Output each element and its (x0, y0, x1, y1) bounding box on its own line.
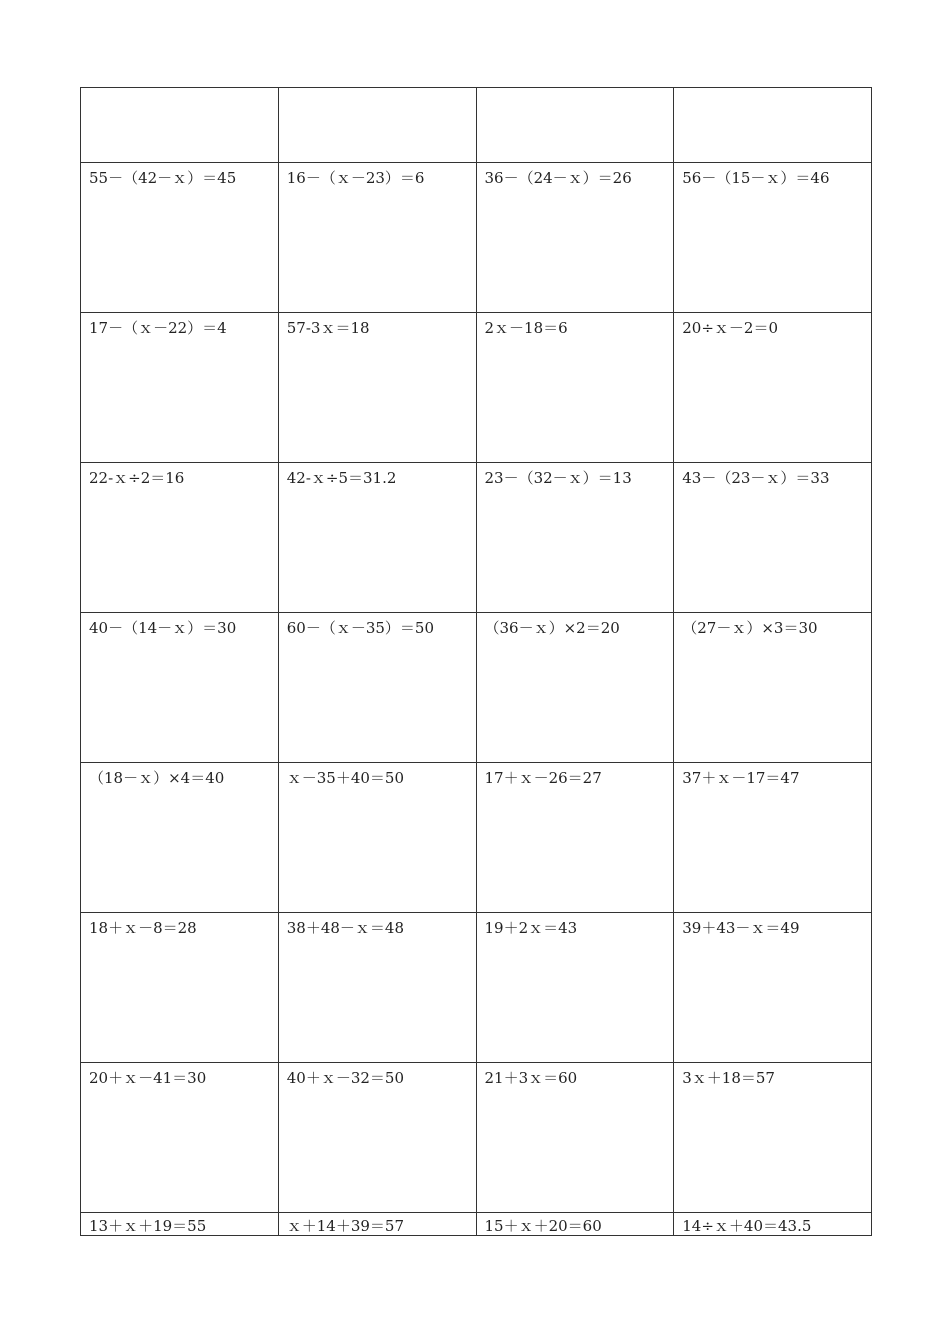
equation-cell: 20÷ｘ－2＝0 (674, 313, 872, 463)
equation-cell: 55－（42－ｘ）＝45 (81, 163, 279, 313)
equation-worksheet-table (80, 87, 872, 1236)
equation-cell: 21＋3ｘ＝60 (476, 1063, 674, 1213)
equation-cell: 36－（24－ｘ）＝26 (476, 163, 674, 313)
equation-cell (476, 88, 674, 163)
equation-cell: 17－（ｘ－22）＝4 (81, 313, 279, 463)
equation-cell: 42-ｘ÷5＝31.2 (278, 463, 476, 613)
equation-cell: 18＋ｘ－8＝28 (81, 913, 279, 1063)
equation-cell (81, 88, 279, 163)
equation-cell: ｘ＋14＋39＝57 (278, 1213, 476, 1236)
equation-cell (278, 88, 476, 163)
equation-cell: 20＋ｘ－41＝30 (81, 1063, 279, 1213)
equation-cell: 40－（14－ｘ）＝30 (81, 613, 279, 763)
equation-cell: 43－（23－ｘ）＝33 (674, 463, 872, 613)
equation-cell: 57-3ｘ＝18 (278, 313, 476, 463)
equation-cell: 15＋ｘ＋20＝60 (476, 1213, 674, 1236)
table-row (81, 163, 872, 313)
equation-cell: 39＋43－ｘ＝49 (674, 913, 872, 1063)
table-row (81, 1063, 872, 1213)
equation-cell: 38＋48－ｘ＝48 (278, 913, 476, 1063)
equation-cell: 23－（32－ｘ）＝13 (476, 463, 674, 613)
equation-cell: 17＋ｘ－26＝27 (476, 763, 674, 913)
equation-cell: （18－ｘ）×4＝40 (81, 763, 279, 913)
equation-cell: 3ｘ＋18＝57 (674, 1063, 872, 1213)
table-row (81, 88, 872, 163)
table-row (81, 1213, 872, 1236)
equation-cell: 19＋2ｘ＝43 (476, 913, 674, 1063)
equation-cell: 37＋ｘ－17＝47 (674, 763, 872, 913)
table-row (81, 763, 872, 913)
equation-cell: 22-ｘ÷2＝16 (81, 463, 279, 613)
table-row (81, 613, 872, 763)
equation-cell (674, 88, 872, 163)
table-row (81, 463, 872, 613)
table-row (81, 313, 872, 463)
equation-cell: 56－（15－ｘ）＝46 (674, 163, 872, 313)
equation-cell: 40＋ｘ－32＝50 (278, 1063, 476, 1213)
equation-cell: 16－（ｘ－23）＝6 (278, 163, 476, 313)
table-row (81, 913, 872, 1063)
equation-cell: （36－ｘ）×2＝20 (476, 613, 674, 763)
equation-cell: 60－（ｘ－35）＝50 (278, 613, 476, 763)
equation-cell: ｘ－35＋40＝50 (278, 763, 476, 913)
equation-cell: 2ｘ－18＝6 (476, 313, 674, 463)
equation-cell: 13＋ｘ＋19＝55 (81, 1213, 279, 1236)
equation-cell: （27－ｘ）×3＝30 (674, 613, 872, 763)
equation-cell: 14÷ｘ＋40＝43.5 (674, 1213, 872, 1236)
